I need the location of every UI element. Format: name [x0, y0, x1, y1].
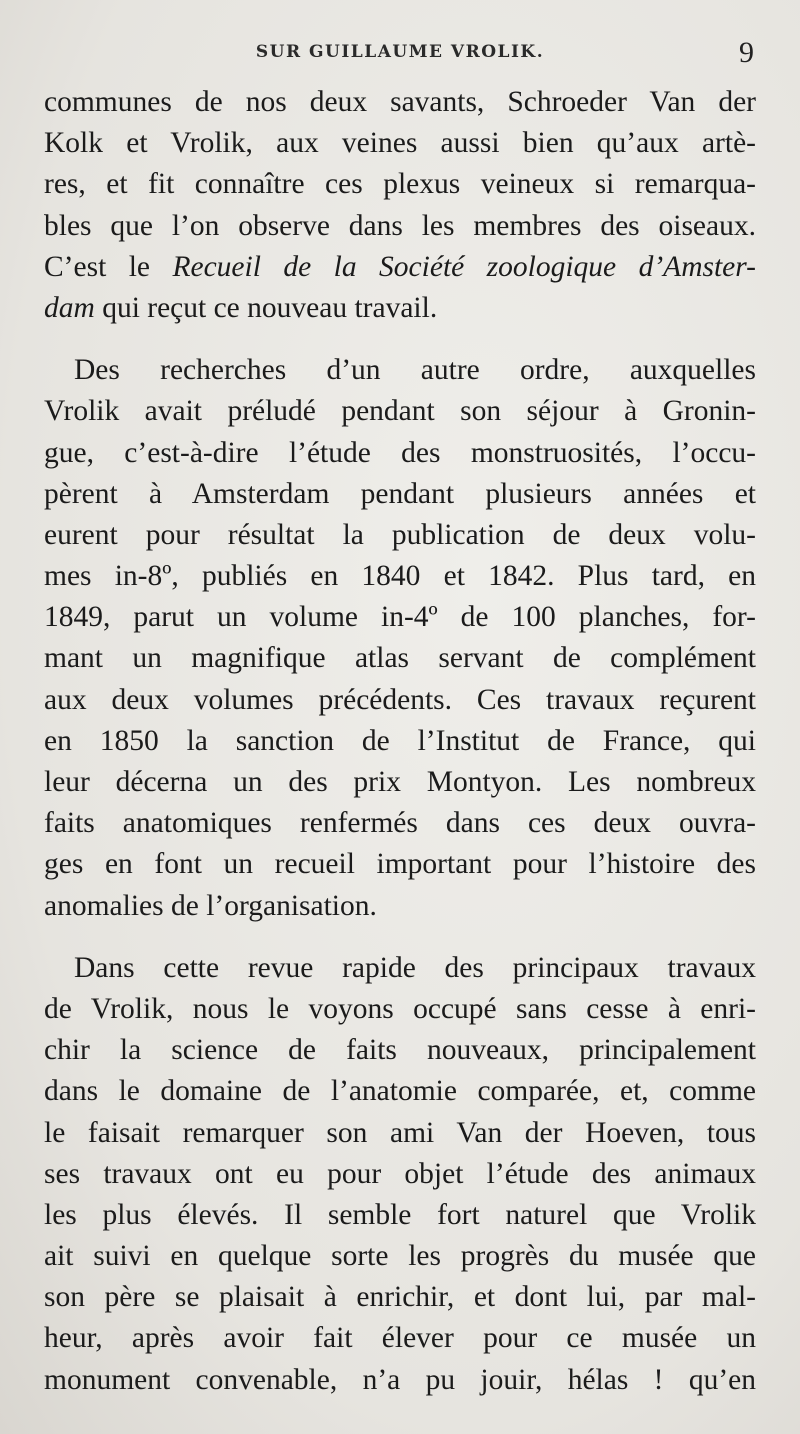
text-line: mant un magnifique atlas servant de complément — [44, 642, 756, 675]
text-line: 1849, parut un volume in-4º de 100 planches, for- — [44, 601, 756, 634]
text-line: res, et fit connaître ces plexus veineux si remarqua- — [44, 168, 756, 201]
paragraph-1 — [44, 82, 756, 329]
text-line: ges en font un recueil important pour l’histoire des — [44, 848, 756, 881]
paragraph-2 — [44, 350, 756, 927]
text-line: leur décerna un des prix Montyon. Les nombreux — [44, 766, 756, 798]
text-line: eurent pour résultat la publication de deux volu- — [44, 518, 756, 551]
text-line: aux deux volumes précédents. Ces travaux reçurent — [44, 683, 756, 716]
text-line: ait suivi en quelque sorte les progrès du musée que — [44, 1240, 756, 1273]
running-head: SUR GUILLAUME VROLIK. — [255, 42, 545, 62]
text-line: Kolk et Vrolik, aux veines aussi bien qu’aux artè- — [44, 127, 756, 160]
text-line: en 1850 la sanction de l’Institut de France, qui — [44, 724, 756, 757]
text-line: dans le domaine de l’anatomie comparée, et, comme — [44, 1075, 756, 1108]
journal-title: Recueil de la Société zoologique d’Amster- — [172, 250, 756, 283]
text-line: faits anatomiques renfermés dans ces deux ouvra- — [44, 807, 756, 840]
text-line: pèrent à Amsterdam pendant plusieurs années et — [44, 477, 756, 510]
text-line: gue, c’est-à-dire l’étude des monstruosités, l’occu- — [44, 436, 756, 469]
text-line: dam qui reçut ce nouveau travail. — [44, 291, 438, 324]
text-line: communes de nos deux savants, Schroeder Van der — [44, 86, 756, 118]
text-line: de Vrolik, nous le voyons occupé sans cesse à enri- — [44, 992, 756, 1025]
text-line: bles que l’on observe dans les membres des oiseaux. — [44, 209, 756, 242]
text-line: son père se plaisait à enrichir, et dont lui, par mal- — [44, 1281, 756, 1314]
text-line: Dans cette revue rapide des principaux travaux — [74, 951, 756, 984]
journal-title: dam — [44, 291, 95, 324]
text-line: C’est le Recueil de la Société zoologique d’Amster- — [44, 250, 756, 283]
page-number: 9 — [739, 36, 754, 69]
text-line: Des recherches d’un autre ordre, auxquelles — [74, 354, 756, 387]
text-line: mes in-8º, publiés en 1840 et 1842. Plus tard, en — [44, 560, 756, 593]
body-text — [44, 82, 756, 1401]
text-line: monument convenable, n’a pu jouir, hélas ! qu’en — [44, 1363, 756, 1396]
text-line: ses travaux ont eu pour objet l’étude des animaux — [44, 1157, 756, 1190]
text-line: le faisait remarquer son ami Van der Hoeven, tous — [44, 1116, 756, 1149]
text-line: anomalies de l’organisation. — [44, 889, 377, 922]
text-line: heur, après avoir fait élever pour ce musée un — [44, 1322, 756, 1355]
page-header — [44, 36, 756, 76]
text-line: Vrolik avait préludé pendant son séjour à Gronin- — [44, 395, 756, 428]
text-line: chir la science de faits nouveaux, principalement — [44, 1034, 756, 1067]
text-line: les plus élevés. Il semble fort naturel que Vrolik — [44, 1198, 756, 1231]
paragraph-3 — [44, 948, 756, 1401]
